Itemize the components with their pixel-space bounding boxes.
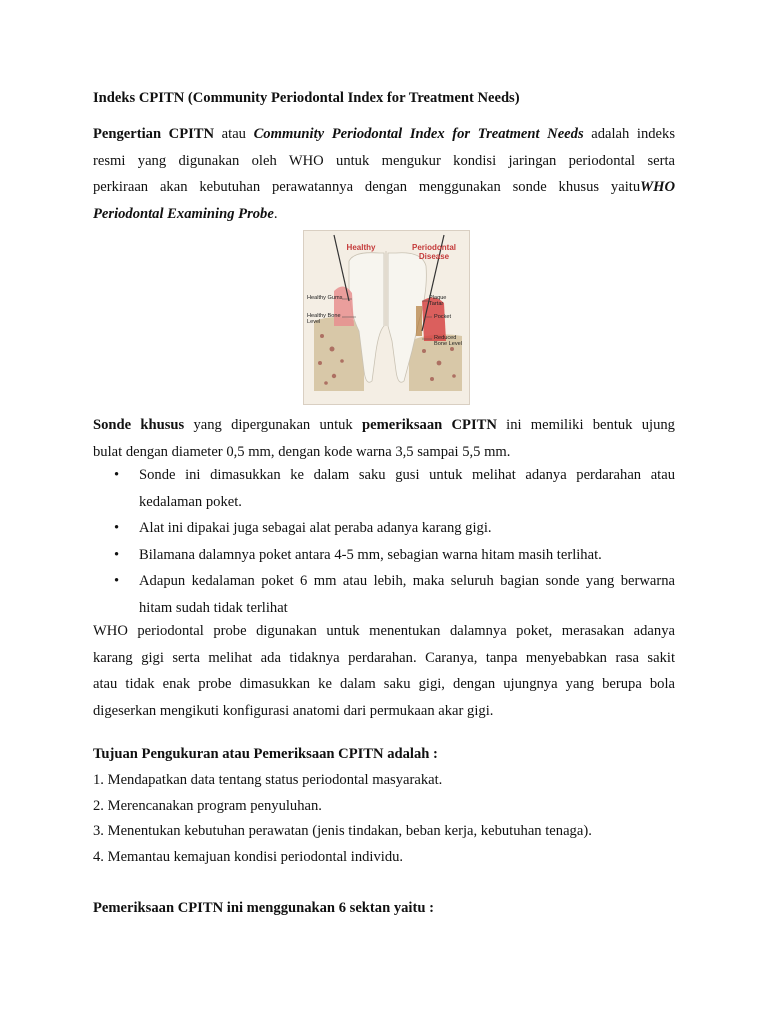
probe-line: WHO periodontal probe digunakan untuk menentukan dalamnya poket, merasakan adanya: [93, 623, 675, 639]
tujuan-heading: Tujuan Pengukuran atau Pemeriksaan CPITN adalah :: [93, 746, 438, 762]
label-plaque-tartar: Plaque Tartar: [429, 295, 447, 307]
periodontal-figure: [303, 230, 470, 405]
bullet-dot: •: [114, 546, 120, 563]
figure-heading-disease: Periodontal Disease: [411, 243, 456, 261]
healthy-bone-shape: [314, 317, 364, 391]
tartar-shape: [416, 306, 422, 336]
label-healthy-gums: Healthy Gums: [307, 295, 343, 301]
tujuan-item: 3. Menentukan kebutuhan perawatan (jenis tindakan, beban kerja, kebutuhan tenaga).: [93, 823, 592, 839]
tujuan-item: 2. Merencanakan program penyuluhan.: [93, 797, 322, 814]
intro-line-2: resmi yang digunakan oleh WHO untuk mengukur kondisi jaringan periodontal serta: [93, 152, 675, 169]
intro-paragraph: [93, 121, 675, 227]
label-reduced-bone: Reduced Bone Level: [434, 335, 462, 347]
sektan-heading: Pemeriksaan CPITN ini menggunakan 6 sektan yaitu :: [93, 900, 434, 916]
bullet-list: [93, 462, 675, 621]
probe-line: karang gigi serta melihat ada tidaknya perdarahan. Caranya, tanpa menyebabkan rasa sakit: [93, 649, 675, 666]
intro-line-4: Periodontal Examining Probe.: [93, 205, 278, 222]
label-pocket: Pocket: [434, 314, 452, 320]
intro-line-3: perkiraan akan kebutuhan perawatannya dengan menggunakan sonde khusus yaituWHO: [93, 179, 675, 195]
bullet-dot: •: [114, 520, 120, 536]
probe-paragraph: [93, 618, 675, 724]
document-title: Indeks CPITN (Community Periodontal Index for Treatment Needs): [93, 90, 520, 106]
bullet-item: • Bilamana dalamnya poket antara 4-5 mm, sebagian warna hitam masih terlihat.: [93, 542, 675, 569]
probe-line: atau tidak enak probe dimasukkan ke dalam saku gigi, dengan ujungnya yang berupa bola: [93, 676, 675, 692]
label-healthy-bone: Healthy Bone Level: [307, 313, 341, 325]
sonde-paragraph: [93, 412, 675, 465]
bullet-dot: •: [114, 467, 120, 483]
sonde-line-2: bulat dengan diameter 0,5 mm, dengan kode warna 3,5 sampai 5,5 mm.: [93, 443, 511, 460]
bullet-item: • Sonde ini dimasukkan ke dalam saku gusi untuk melihat adanya perdarahan atau kedalaman poket.: [93, 462, 675, 515]
tujuan-list: [93, 768, 675, 870]
bullet-item: • Adapun kedalaman poket 6 mm atau lebih, maka seluruh bagian sonde yang berwarna hitam sudah tidak terlihat: [93, 568, 675, 621]
sonde-line-1: Sonde khusus yang dipergunakan untuk pemeriksaan CPITN ini memiliki bentuk ujung: [93, 417, 675, 433]
tujuan-item: 1. Mendapatkan data tentang status periodontal masyarakat.: [93, 772, 443, 788]
intro-line-1: Pengertian CPITN atau Community Periodontal Index for Treatment Needs adalah indeks: [93, 126, 675, 142]
figure-heading-healthy: Healthy: [346, 243, 376, 252]
bullet-dot: •: [114, 573, 120, 589]
bullet-item: • Alat ini dipakai juga sebagai alat peraba adanya karang gigi.: [93, 515, 675, 542]
tujuan-item: 4. Memantau kemajuan kondisi periodontal individu.: [93, 848, 404, 865]
probe-line: digeserkan mengikuti konfigurasi anatomi dari permukaan akar gigi.: [93, 702, 494, 719]
